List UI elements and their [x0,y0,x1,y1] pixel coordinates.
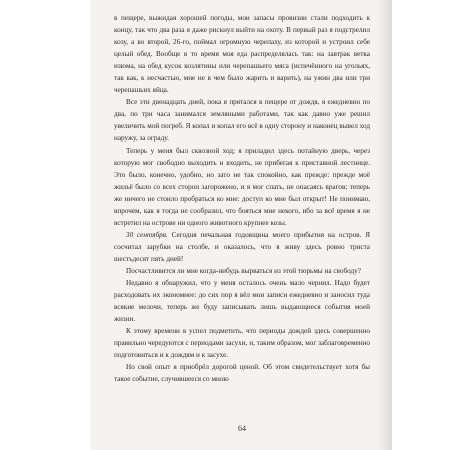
diary-date: 30 сентября. [126,230,168,239]
paragraph-3: Теперь у меня был сквозной ход; я приладил здесь потайную дверь, через которую мог свободно выходить и входить, не прибегая к приставной лестнице. Это было, конечно, удобно, но зато не так спокойно, как прежде: прежде моё жильё было со всех сторон загорожено, и я мог спать, не опасаясь врагов; теперь же ничего не стоило пробраться ко мне: доступ ко мне был открыт! Не понимаю, впрочем, как я тогда не сообразил, что бояться мне некого, ибо за всё время я не встретил на острове ни одного животного крупнее козы. [114,146,370,227]
paragraph-2: Все эти двенадцать дней, пока я прятался в пещере от дождя, я ежедневно по два, по три часа занимался земляными работами, так как давно уже решил увеличить мой погреб. Я копал и копал его всё в одну сторону и наконец вывел ход наружу, за ограду. [114,98,370,143]
page-number: 64 [238,424,246,433]
paragraph-8: Но свой опыт я приобрёл дорогой ценой. Об этом свидетельствует хотя бы такое событие, случившееся со мною [114,363,370,384]
book-text [114,12,370,385]
page-spine-shadow [376,0,392,450]
paragraph-1: в пещере, выжидая хорошей погоды, мои запасы провизии стали подходить к концу, так что два раза я даже рискнул выйти на охоту. В первый раз я подстрелил козу, а во второй, 26-го, поймал огромную черепаху, из которой и устроил себе целый обед. Вообще в то время моя еда распределялась так: на завтрак ветка изюма, на обед кусок козлятины или черепашьего мяса (испечённого на угольях, так как, к несчастью, мне не в чем было жарить и варить), на ужин два или три черепашьих яйца. [114,14,370,95]
paragraph-7: К этому времени я успел подметить, что периоды дождей здесь совершенно правильно чередуются с периодами засухи, и, таким образом, мог заблаговременно подготовиться и к дождям и к засухе. [114,327,370,360]
paragraph-5: Посчастливится ли мне когда-нибудь вырваться из этой тюрьмы на свободу? [126,266,361,275]
paragraph-4: 30 сентября. Сегодня печальная годовщина моего прибытия на остров. Я сосчитал зарубки на столбе, и оказалось, что я живу здесь ровно триста шестьдесят пять дней! [114,230,370,263]
paragraph-6: Недавно я обнаружил, что у меня осталось очень мало чернил. Надо будет расходовать их экономнее: до сих пор я вёл мои записи ежедневно и заносил туда всякие мелочи, теперь же буду записывать лишь выдающиеся события моей жизни. [114,279,370,324]
